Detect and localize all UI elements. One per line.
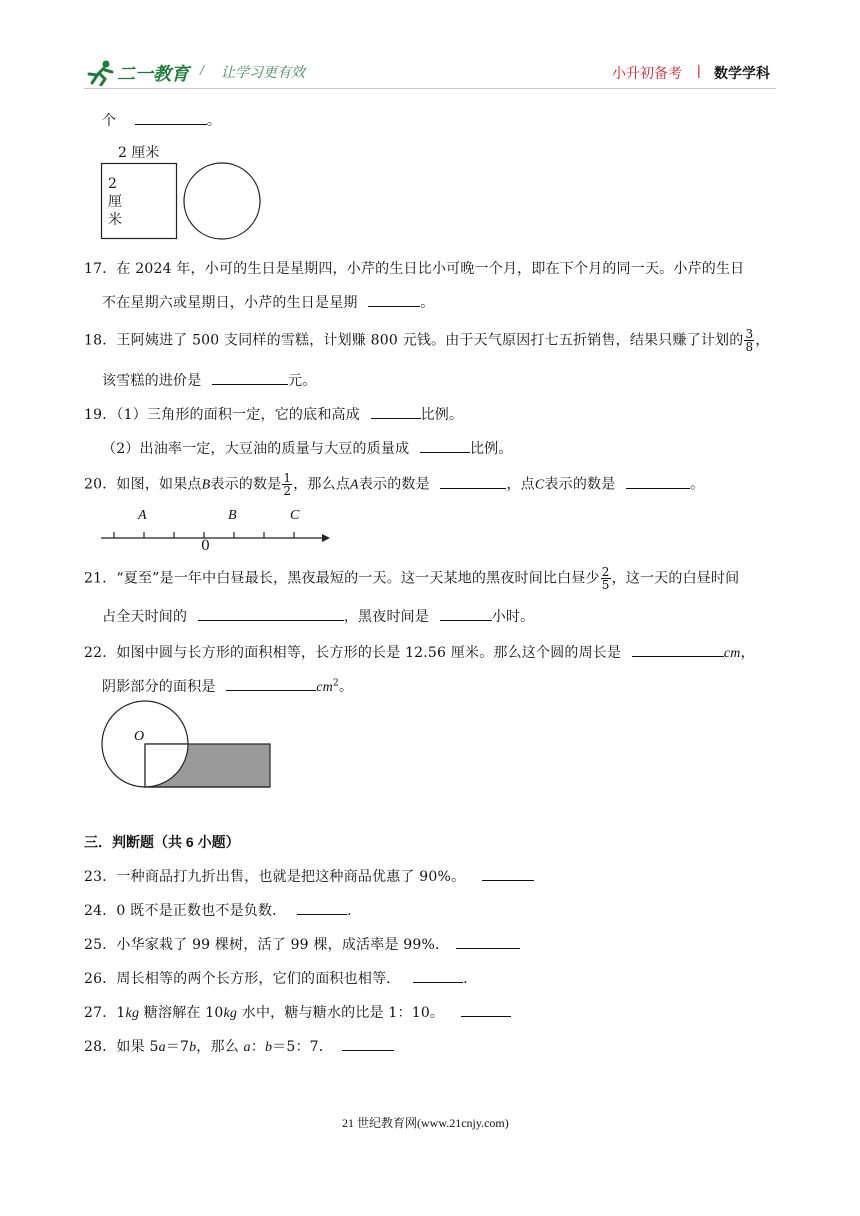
answer-blank[interactable]	[135, 110, 207, 125]
circle-rectangle-shapes	[98, 700, 276, 792]
answer-blank[interactable]	[626, 474, 690, 489]
question-21-line1: 21．“夏至”是一年中白昼最长，黑夜最短的一天。这一天某地的黑夜时间比白昼少 $\frac{2}{5}$ ，这一天的白昼时间	[84, 565, 740, 592]
answer-blank[interactable]	[198, 606, 344, 621]
answer-blank[interactable]	[297, 900, 347, 915]
answer-blank[interactable]	[632, 642, 724, 657]
answer-blank[interactable]	[413, 968, 463, 983]
answer-blank[interactable]	[456, 934, 520, 949]
answer-blank[interactable]	[420, 438, 470, 453]
header-slogan: 让学习更有效	[221, 64, 305, 80]
center-o-label: O	[134, 729, 145, 744]
question-18-line1: 18．王阿姨进了 500 支同样的雪糕，计划赚 800 元钱。由于天气原因打七五折销售，结果只赚了计划的 $\frac{3}{8}$ ，	[84, 327, 770, 354]
answer-blank[interactable]	[371, 404, 421, 419]
question-18-line2: 该雪糕的进价是 元。	[102, 370, 316, 390]
header-right-label: 小升初备考	[612, 65, 682, 81]
fraction: $\frac{3}{8}$	[745, 327, 754, 354]
question-24: 24．0 既不是正数也不是负数． .	[84, 900, 352, 920]
question-21-line2: 占全天时间的 ，黑夜时间是 小时。	[102, 606, 534, 626]
top-fragment: 个 。	[102, 110, 221, 130]
point-b-label: B	[228, 508, 237, 523]
point-a-label: A	[138, 508, 147, 523]
point-c-label: C	[290, 508, 300, 523]
section-3-title: 三．判断题（共 6 小题）	[84, 834, 240, 850]
header-separator: |	[697, 62, 701, 78]
question-19-line2: （2）出油率一定，大豆油的质量与大豆的质量成 比例。	[102, 438, 513, 458]
answer-blank[interactable]	[212, 370, 288, 385]
square-top-label: 2 厘米	[118, 145, 160, 161]
answer-blank[interactable]	[226, 676, 316, 691]
question-19-line1: 19．（1）三角形的面积一定，它的底和高成 比例。	[84, 404, 463, 424]
fraction: $\frac{1}{2}$	[283, 471, 292, 498]
question-26: 26．周长相等的两个长方形，它们的面积也相等． .	[84, 968, 468, 988]
question-22-line2: 阴影部分的面积是 $cm^2$。	[102, 676, 353, 696]
square-circle-shapes	[100, 162, 264, 242]
square-side-label: 2 厘 米	[108, 176, 122, 228]
question-28: 28．如果 5a＝7b，那么 a：b＝5：7．	[84, 1036, 394, 1056]
question-22-line1: 22．如图中圆与长方形的面积相等，长方形的长是 12.56 厘米。那么这个圆的周长是 cm，	[84, 642, 755, 662]
header-divider	[84, 88, 776, 89]
question-27: 27．1kg 糖溶解在 10kg 水中，糖与糖水的比是 1：10。	[84, 1002, 511, 1022]
page-footer: 21 世纪教育网(www.21cnjy.com)	[342, 1116, 509, 1130]
header-slash: /	[200, 62, 204, 78]
question-25: 25．小华家栽了 99 棵树，活了 99 棵，成活率是 99%．	[84, 934, 520, 954]
question-17-line2: 不在星期六或星期日，小芹的生日是星期 。	[102, 292, 434, 312]
zero-label: 0	[201, 538, 210, 554]
question-17-line1: 17．在 2024 年，小可的生日是星期四，小芹的生日比小可晚一个月，即在下个月的同一天。小芹的生日	[84, 261, 745, 277]
answer-blank[interactable]	[440, 474, 506, 489]
runner-logo-icon	[84, 58, 116, 86]
fragment-text: 个	[102, 113, 117, 129]
answer-blank[interactable]	[368, 292, 420, 307]
answer-blank[interactable]	[440, 606, 492, 621]
answer-blank[interactable]	[342, 1036, 394, 1051]
question-23: 23．一种商品打九折出售，也就是把这种商品优惠了 90%。	[84, 866, 534, 886]
logo-text: 二一教育	[117, 64, 189, 84]
answer-blank[interactable]	[482, 866, 534, 881]
header-subject: 数学学科	[714, 65, 770, 81]
fraction: $\frac{2}{5}$	[601, 565, 610, 592]
answer-blank[interactable]	[461, 1002, 511, 1017]
question-20: 20．如图，如果点B表示的数是 $\frac{1}{2}$ ，那么点A表示的数是 ，点C表示的数是 。	[84, 471, 705, 498]
